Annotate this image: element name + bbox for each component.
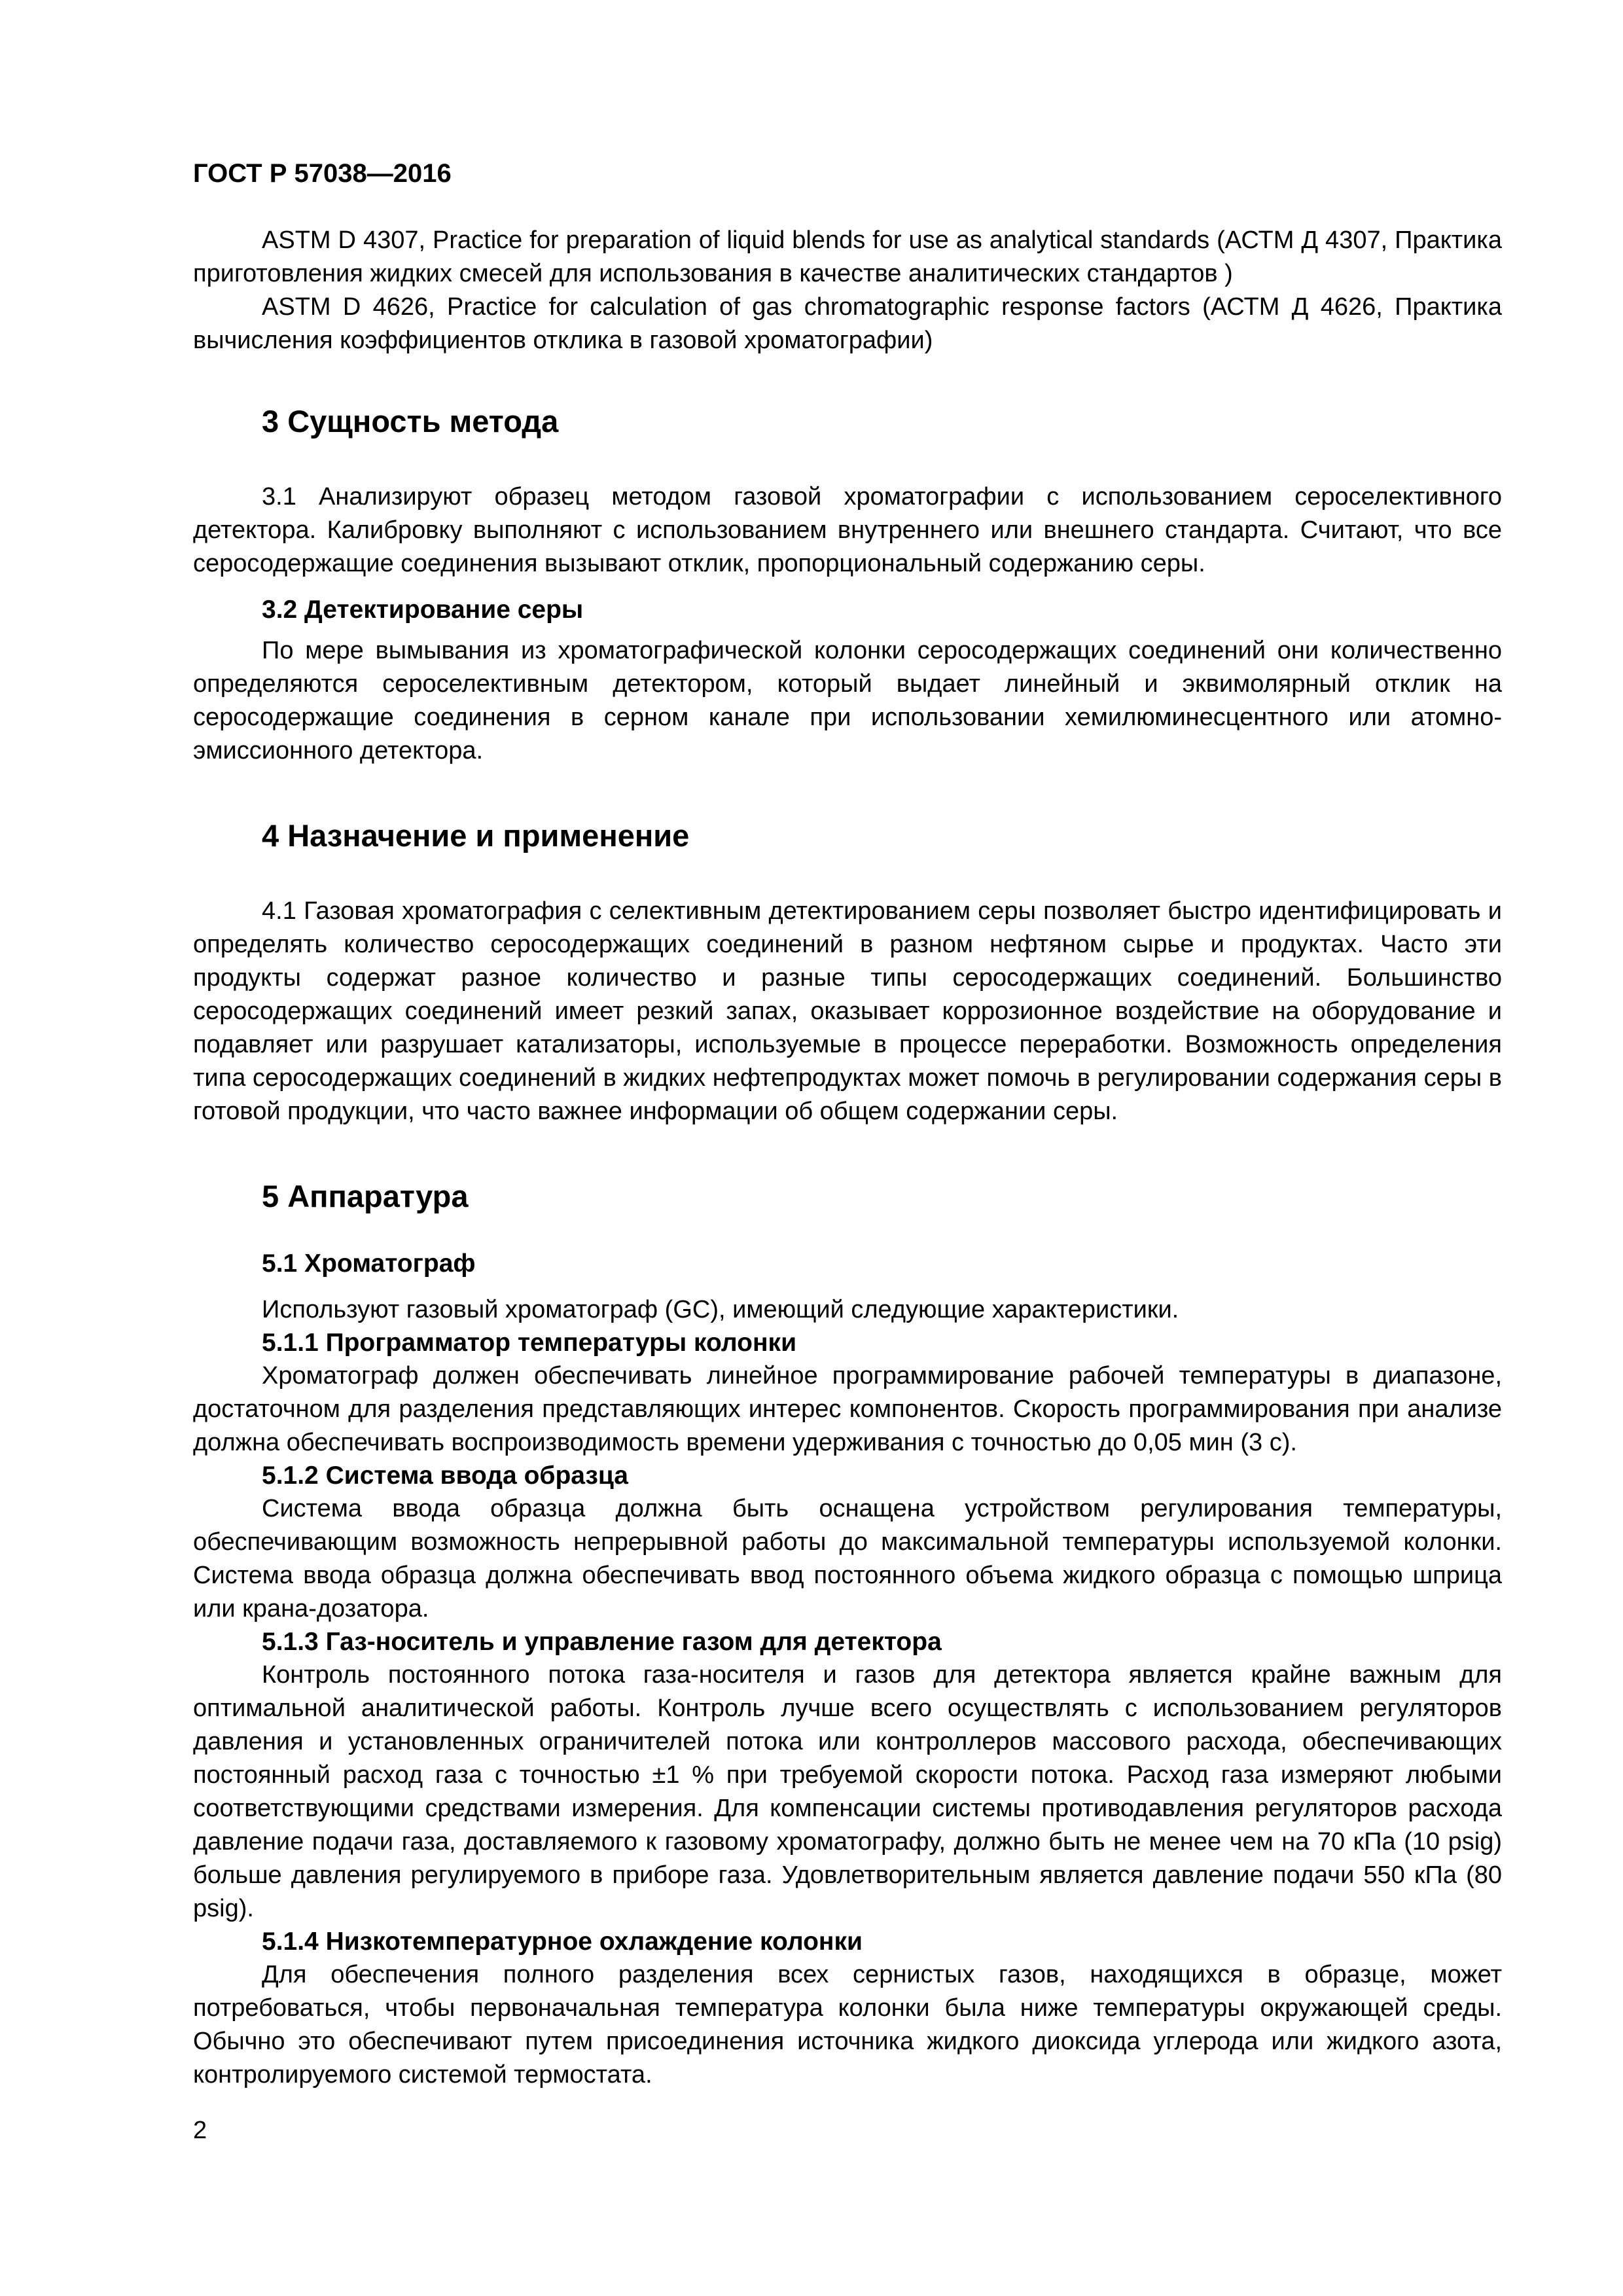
section-3-title: 3 Сущность метода bbox=[262, 404, 559, 439]
section-3 bbox=[193, 403, 1502, 768]
page-number: 2 bbox=[193, 2117, 207, 2144]
subsection-5-1-3-title: 5.1.3 Газ-носитель и управление газом для детектора bbox=[262, 1628, 942, 1656]
subsection-3-2-title: 3.2 Детектирование серы bbox=[262, 596, 584, 624]
paragraph-5-1-1: Хроматограф должен обеспечивать линейное программирование рабочей температуры в диапазоне, достаточном для разделения представляющих интерес компонентов. Скорость программирования при анализе должна обеспечивать воспроизводимость времени удерживания с точностью до 0,05 мин (3 с). bbox=[193, 1362, 1502, 1456]
paragraph-5-1-2: Система ввода образца должна быть оснащена устройством регулирования температуры, обеспечивающим возможность непрерывной работы до максимальной температуры используемой колонки. Система ввода образца должна обеспечивать ввод постоянного объема жидкого образца с помощью шприца или крана-дозатора. bbox=[193, 1495, 1502, 1623]
references-list bbox=[193, 224, 1502, 357]
section-4-title: 4 Назначение и применение bbox=[262, 818, 690, 853]
document-page bbox=[193, 157, 1502, 2092]
section-5-title: 5 Аппаратура bbox=[262, 1179, 469, 1213]
paragraph-3-2: По мере вымывания из хроматографической колонки серосодержащих соединений они количественно определяются сероселективным детектором, который выдает линейный и эквимолярный отклик на серосодержащие соединения в серном канале при использовании хемилюминесцентного или атомно-эмиссионного детектора. bbox=[193, 637, 1502, 764]
section-4 bbox=[193, 817, 1502, 1128]
subsection-5-1-title: 5.1 Хроматограф bbox=[262, 1249, 476, 1278]
reference-astm-d4626: ASTM D 4626, Practice for calculation of gas chromatographic response factors (АСТМ Д 4626, Практика вычисления коэффициентов отклика в газовой хроматографии) bbox=[193, 293, 1502, 354]
paragraph-3-1: 3.1 Анализируют образец методом газовой хроматографии с использованием сероселективного детектора. Калибровку выполняют с использованием внутреннего или внешнего стандарта. Считают, что все серосодержащие соединения вызывают отклик, пропорциональный содержанию серы. bbox=[193, 483, 1502, 577]
reference-astm-d4307: ASTM D 4307, Practice for preparation of liquid blends for use as analytical standards (АСТМ Д 4307, Практика приготовления жидких смесей для использования в качестве аналитических стандартов ) bbox=[193, 226, 1502, 287]
section-5 bbox=[193, 1178, 1502, 2092]
paragraph-5-1-3: Контроль постоянного потока газа-носителя и газов для детектора является крайне важным для оптимальной аналитической работы. Контроль лучше всего осуществлять с использованием регуляторов давления и установленных ограничителей потока или контроллеров массового расхода, обеспечивающих постоянный расход газа с точностью ±1 % при требуемой скорости потока. Расход газа измеряют любыми соответствующими средствами измерения. Для компенсации системы противодавления регуляторов расхода давление подачи газа, доставляемого к газовому хроматографу, должно быть не менее чем на 70 кПа (10 psig) больше давления регулируемого в приборе газа. Удовлетворительным является давление подачи 550 кПа (80 psig). bbox=[193, 1661, 1502, 1922]
subsection-5-1-4-title: 5.1.4 Низкотемпературное охлаждение колонки bbox=[262, 1928, 863, 1956]
subsection-5-1-2-title: 5.1.2 Система ввода образца bbox=[262, 1462, 628, 1490]
paragraph-4-1: 4.1 Газовая хроматография с селективным детектированием серы позволяет быстро идентифицировать и определять количество серосодержащих соединений в разном нефтяном сырье и продуктах. Часто эти продукты содержат разное количество и разные типы серосодержащих соединений. Большинство серосодержащих соединений имеет резкий запах, оказывает коррозионное воздействие на оборудование и подавляет или разрушает катализаторы, используемые в процессе переработки. Возможность определения типа серосодержащих соединений в жидких нефтепродуктах может помочь в регулировании содержания серы в готовой продукции, что часто важнее информации об общем содержании серы. bbox=[193, 897, 1502, 1125]
subsection-5-1-1-title: 5.1.1 Программатор температуры колонки bbox=[262, 1329, 797, 1357]
paragraph-5-1-4: Для обеспечения полного разделения всех сернистых газов, находящихся в образце, может потребоваться, чтобы первоначальная температура колонки была ниже температуры окружающей среды. Обычно это обеспечивают путем присоединения источника жидкого диоксида углерода или жидкого азота, контролируемого системой термостата. bbox=[193, 1961, 1502, 2089]
document-code: ГОСТ Р 57038—2016 bbox=[193, 159, 452, 188]
paragraph-5-1: Используют газовый хроматограф (GC), имеющий следующие характеристики. bbox=[262, 1296, 1179, 1323]
